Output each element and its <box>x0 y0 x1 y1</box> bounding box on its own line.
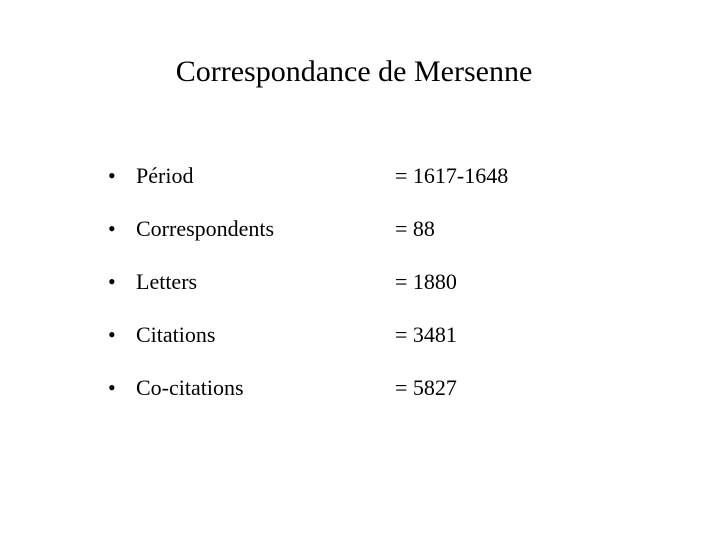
list-item <box>108 370 668 423</box>
item-value: = 3481 <box>395 322 457 347</box>
statistics-list <box>108 158 668 423</box>
item-label: Citations <box>136 322 216 347</box>
item-label: Périod <box>136 163 194 188</box>
bullet-icon: • <box>108 216 116 241</box>
item-value: = 1617-1648 <box>395 163 509 188</box>
bullet-icon: • <box>108 269 116 294</box>
item-value: = 5827 <box>395 375 457 400</box>
item-label: Letters <box>136 269 198 294</box>
bullet-icon: • <box>108 322 116 347</box>
slide-title: Correspondance de Mersenne <box>175 55 533 88</box>
item-label: Co-citations <box>136 375 244 400</box>
bullet-icon: • <box>108 163 116 188</box>
list-item <box>108 264 668 317</box>
bullet-icon: • <box>108 375 116 400</box>
item-label: Correspondents <box>136 216 275 241</box>
list-item <box>108 211 668 264</box>
list-item <box>108 158 668 211</box>
item-value: = 88 <box>395 216 435 241</box>
item-value: = 1880 <box>395 269 457 294</box>
list-item <box>108 317 668 370</box>
